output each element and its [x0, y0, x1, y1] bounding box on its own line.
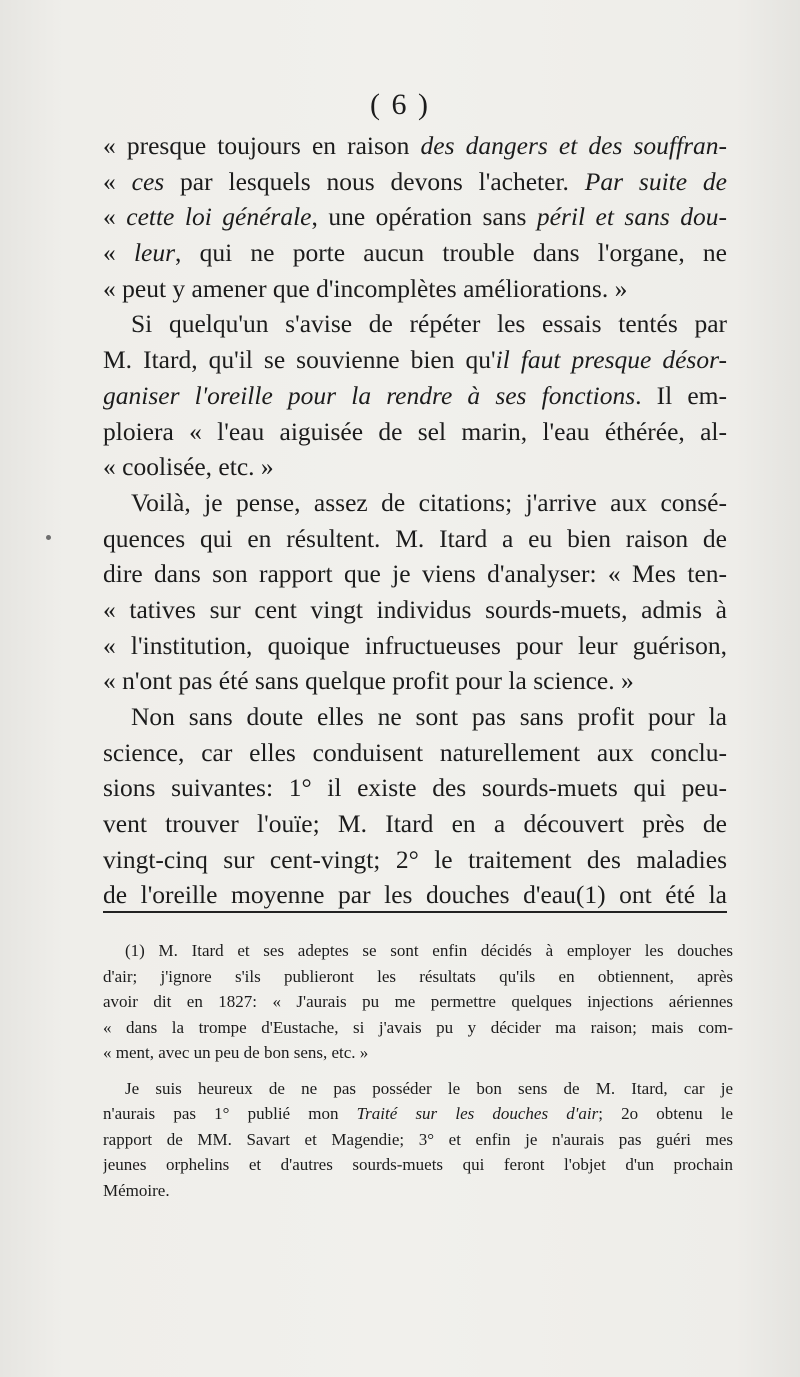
body-line: [103, 556, 727, 592]
text-segment: « tatives sur cent vingt individus sourds-muets, admis à: [103, 594, 727, 624]
text-segment: vent trouver l'ouïe; M. Itard en a découvert près de: [103, 809, 727, 839]
text-segment: « coolisée, etc. »: [103, 452, 274, 482]
text-segment: avoir dit en 1827: « J'aurais pu me permettre quelques injections aériennes: [103, 992, 733, 1011]
body-line: [103, 164, 727, 200]
body-line: [103, 485, 727, 521]
body-line: [103, 735, 727, 771]
body-line: [103, 306, 727, 342]
text-segment: . Il em-: [635, 380, 727, 410]
italic-text: Par suite de: [584, 166, 727, 196]
italic-text: péril et sans dou-: [536, 202, 727, 232]
italic-text: Traité sur les douches d'air: [356, 1104, 599, 1123]
italic-text: des dangers et des souffran-: [420, 131, 727, 160]
body-line: [103, 199, 727, 235]
italic-text: ganiser l'oreille pour la rendre à ses fonctions: [103, 380, 636, 410]
text-segment: dire dans son rapport que je viens d'analyser: « Mes ten-: [103, 559, 727, 589]
text-segment: , qui ne porte aucun trouble dans l'organe, ne: [175, 238, 727, 268]
text-segment: n'aurais pas 1° publié mon: [103, 1104, 357, 1123]
body-line: [103, 414, 727, 450]
text-segment: « dans la trompe d'Eustache, si j'avais pu y décider ma raison; mais com-: [103, 1017, 733, 1037]
footnote-line: [103, 1127, 733, 1153]
text-segment: « presque toujours en raison: [103, 131, 421, 160]
body-line: [103, 663, 727, 699]
body-line: [103, 628, 727, 664]
body-line: [103, 877, 727, 913]
footnote-line: [103, 1076, 733, 1102]
italic-text: cette loi générale: [126, 202, 312, 232]
text-segment: «: [103, 238, 134, 268]
text-segment: Mémoire.: [103, 1180, 170, 1200]
text-segment: « peut y amener que d'incomplètes améliorations. »: [103, 273, 628, 303]
text-segment: d'air; j'ignore s'ils publieront les résultats qu'ils en obtiennent, après: [103, 966, 733, 986]
body-line: [103, 342, 727, 378]
text-segment: ; 2o obtenu le: [598, 1104, 733, 1123]
footnote-line: [103, 1178, 733, 1204]
text-segment: Si quelqu'un s'avise de répéter les essais tentés par: [131, 309, 727, 339]
italic-text: ces: [131, 166, 165, 196]
text-segment: Non sans doute elles ne sont pas sans profit pour la: [131, 702, 727, 731]
text-segment: « ment, avec un peu de bon sens, etc. »: [103, 1043, 369, 1062]
page-number: ( 6 ): [370, 88, 430, 121]
footnote-line: [103, 989, 733, 1015]
text-segment: «: [103, 202, 127, 232]
footnote-line: [103, 1015, 733, 1041]
footnote-line: [103, 1040, 733, 1066]
body-line: [103, 842, 727, 878]
text-segment: par lesquels nous devons l'acheter.: [164, 166, 585, 196]
body-line: [103, 235, 727, 271]
body-line: [103, 271, 727, 307]
body-line: [103, 806, 727, 842]
footnote-rule: [103, 911, 727, 913]
footnotes: [103, 938, 733, 1203]
text-segment: jeunes orphelins et d'autres sourds-muets qui feront l'objet d'un prochain: [103, 1155, 733, 1174]
body-line: [103, 449, 727, 485]
body-text: [103, 128, 727, 913]
text-segment: , une opération sans: [311, 202, 537, 232]
text-segment: quences qui en résultent. M. Itard a eu bien raison de: [103, 523, 727, 553]
footnote-line: [103, 1152, 733, 1178]
footnote-line: [103, 964, 733, 990]
text-segment: Je suis heureux de ne pas posséder le bon sens de M. Itard, car je: [125, 1078, 733, 1098]
text-segment: M. Itard, qu'il se souvienne bien qu': [103, 345, 496, 375]
footnote-line: [103, 1101, 733, 1127]
italic-text: leur: [133, 238, 176, 268]
footnote-line: [103, 938, 733, 964]
text-segment: de l'oreille moyenne par les douches d'eau(1) ont été la: [103, 880, 727, 910]
body-line: [103, 378, 727, 414]
body-line: [103, 699, 727, 735]
body-line: [103, 592, 727, 628]
body-line: [103, 770, 727, 806]
italic-text: il faut presque désor-: [495, 345, 727, 375]
text-segment: « n'ont pas été sans quelque profit pour la science. »: [103, 666, 634, 696]
text-segment: sions suivantes: 1° il existe des sourds-muets qui peu-: [103, 773, 727, 803]
text-segment: «: [103, 166, 132, 196]
text-segment: Voilà, je pense, assez de citations; j'arrive aux consé-: [131, 487, 727, 517]
body-line: [103, 521, 727, 557]
ink-speck: [46, 535, 51, 540]
text-segment: rapport de MM. Savart et Magendie; 3° et enfin je n'aurais pas guéri mes: [103, 1129, 733, 1149]
body-line: [103, 128, 727, 164]
text-segment: science, car elles conduisent naturellement aux conclu-: [103, 737, 727, 767]
text-segment: vingt-cinq sur cent-vingt; 2° le traitement des maladies: [103, 844, 727, 874]
text-segment: « l'institution, quoique infructueuses pour leur guérison,: [103, 630, 727, 660]
text-segment: (1) M. Itard et ses adeptes se sont enfin décidés à employer les douches: [125, 941, 733, 960]
text-segment: ploiera « l'eau aiguisée de sel marin, l'eau éthérée, al-: [103, 416, 727, 446]
